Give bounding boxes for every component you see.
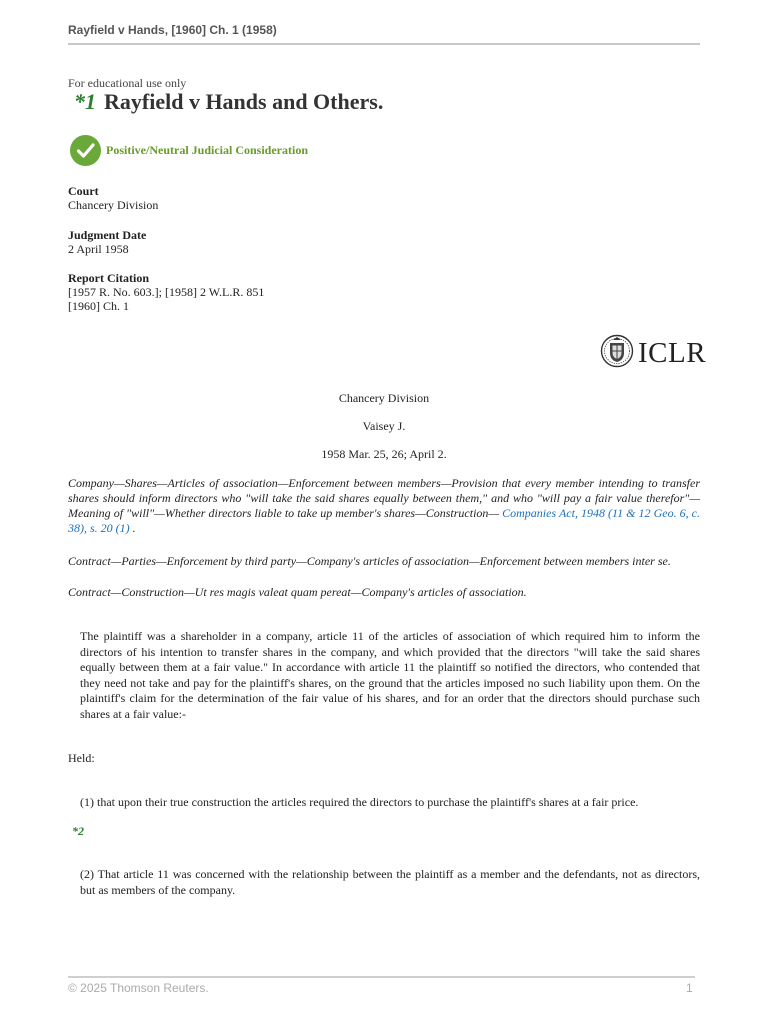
report-citation-section [68, 271, 264, 313]
judgment-date-value: 2 April 1958 [68, 242, 129, 256]
holding-1: (1) that upon their true construction the articles required the directors to purchase the plaintiff's shares at a fair price. [80, 795, 639, 809]
court-label: Court [68, 184, 99, 198]
statute-link[interactable]: Companies Act, 1948 (11 & 12 Geo. 6, c. 38), s. 20 (1) [68, 506, 700, 535]
judgment-date-section [68, 228, 146, 256]
iclr-logo [600, 333, 706, 374]
report-citation-line-2: [1960] Ch. 1 [68, 299, 129, 313]
report-citation-line-1: [1957 R. No. 603.]; [1958] 2 W.L.R. 851 [68, 285, 265, 299]
case-court: Chancery Division [338, 391, 430, 405]
catchwords-1-end: . [129, 521, 136, 535]
judicial-consideration-flag[interactable] [70, 135, 308, 166]
iclr-logo-text: ICLR [638, 337, 707, 369]
catchwords-1-text: Company—Shares—Articles of association—Enforcement between members—Provision that every member intending to transfer shares should inform directors who "will take the said shares equally between them," and who "will pay a fair value therefor"—Meaning of "will"—Whether directors liable to take up member's shares—Construction— [68, 476, 700, 520]
court-section [68, 184, 158, 212]
footer-page-number: 1 [686, 981, 693, 995]
page-marker-2: *2 [72, 824, 84, 838]
held-label: Held: [68, 751, 95, 765]
judgment-date-label: Judgment Date [68, 228, 147, 242]
document-header-title: Rayfield v Hands, [1960] Ch. 1 (1958) [68, 23, 277, 37]
header-divider [68, 43, 700, 45]
case-hearing-dates: 1958 Mar. 25, 26; April 2. [321, 447, 447, 461]
holding-2: (2) That article 11 was concerned with the relationship between the plaintiff as a member and the defendants, not as directors, but as members of the company. [80, 867, 700, 897]
page-marker-1: *1 [74, 89, 96, 114]
report-citation-label: Report Citation [68, 271, 149, 285]
case-judge: Vaisey J. [362, 419, 406, 433]
catchwords-3: Contract—Construction—Ut res magis valeat quam pereat—Company's articles of association. [68, 585, 527, 599]
headnote-paragraph: The plaintiff was a shareholder in a company, article 11 of the articles of association of which required him to inform the directors of his intention to transfer shares in the company, and which provided that the directors "will take the said shares equally between them at a fair value." In accordance with article 11 the plaintiff so notified the directors, who contended that they need not take and pay for the plaintiff's shares, on the ground that the articles imposed no such liability upon them. On the plaintiff's claim for the determination of the fair value of his shares, and for an order that the directors should purchase such shares at a fair value:- [80, 629, 700, 721]
check-icon [70, 135, 101, 166]
consideration-label: Positive/Neutral Judicial Consideration [106, 143, 308, 157]
document-title [74, 89, 383, 115]
educational-use-note: For educational use only [68, 76, 187, 90]
footer-divider [68, 976, 695, 978]
iclr-crest-icon [600, 333, 634, 374]
case-name: Rayfield v Hands and Others. [104, 89, 384, 114]
catchwords-2: Contract—Parties—Enforcement by third party—Company's articles of association—Enforcement between members inter se. [68, 554, 671, 568]
catchwords-1 [68, 476, 700, 536]
court-value: Chancery Division [68, 198, 159, 212]
footer-copyright: © 2025 Thomson Reuters. [68, 981, 209, 995]
